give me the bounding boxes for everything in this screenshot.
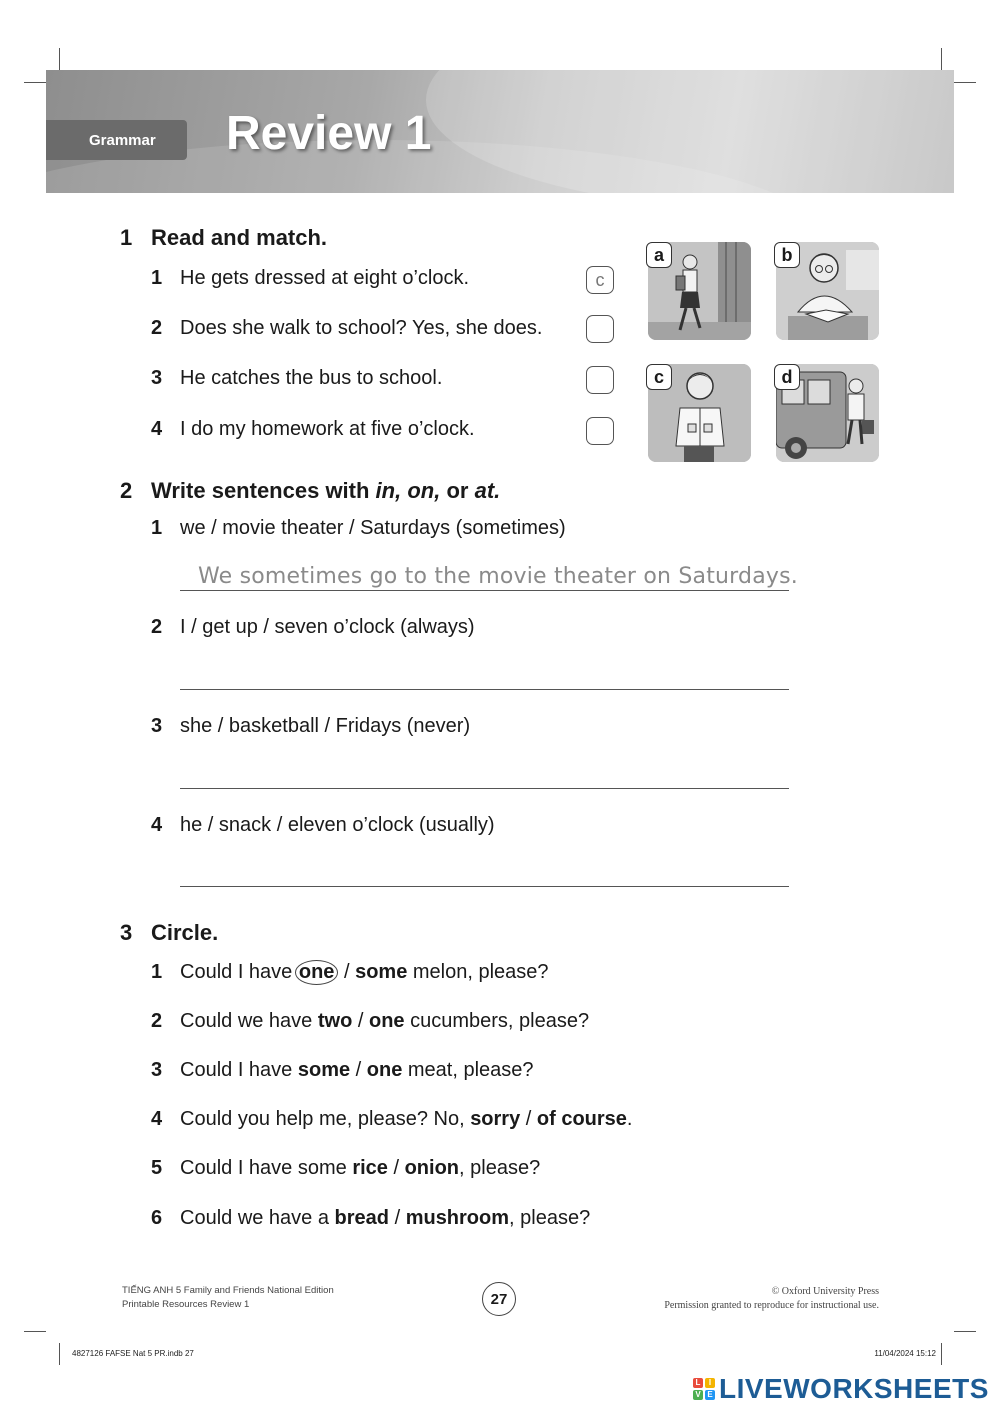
instruction-text: Write sentences with xyxy=(151,478,376,503)
item-number: 4 xyxy=(151,814,163,836)
option-separator: / xyxy=(387,1157,405,1179)
option-one[interactable]: two xyxy=(317,1010,353,1032)
logo-cube-letter: V xyxy=(693,1390,703,1400)
item-number: 1 xyxy=(151,267,163,289)
keyword-on: on, xyxy=(407,478,441,503)
exercise-number: 3 xyxy=(120,920,133,945)
item-number: 6 xyxy=(151,1207,163,1229)
option-separator: / xyxy=(520,1108,537,1130)
option-one[interactable]: rice xyxy=(352,1157,388,1179)
print-slug-file: 4827126 FAFSE Nat 5 PR.indb 27 xyxy=(72,1349,194,1358)
logo-cube-letter: E xyxy=(705,1390,715,1400)
item-text: I do my homework at five o’clock. xyxy=(180,418,475,440)
option-two[interactable]: some xyxy=(355,961,408,983)
sentence-end: , please? xyxy=(459,1157,541,1179)
item-number: 3 xyxy=(151,1059,163,1081)
sentence-start: Could we have a xyxy=(180,1207,335,1229)
circle-item xyxy=(151,1207,590,1230)
prompt-item xyxy=(151,814,495,837)
circle-item xyxy=(151,1010,589,1033)
picture-label: b xyxy=(774,242,800,268)
match-item xyxy=(151,418,475,441)
answer-box[interactable] xyxy=(586,366,614,394)
sentence-start: Could I have xyxy=(180,1059,298,1081)
sentence-end: melon, please? xyxy=(407,961,549,983)
logo-text: LIVEWORKSHEETS xyxy=(719,1373,989,1404)
option-one[interactable]: bread xyxy=(334,1207,390,1229)
page-number: 27 xyxy=(482,1282,516,1316)
prompt-item xyxy=(151,517,566,540)
option-two[interactable]: of course xyxy=(536,1108,627,1130)
exercise-instruction: Circle. xyxy=(151,920,219,945)
keyword-in: in, xyxy=(375,478,402,503)
sentence-start: Could I have xyxy=(180,961,298,983)
sentence-start: Could we have xyxy=(180,1010,318,1032)
crop-mark xyxy=(24,1331,46,1332)
footer-book-title: TIẾNG ANH 5 Family and Friends National Edition xyxy=(122,1285,334,1296)
exercise-instruction xyxy=(151,478,500,504)
sentence-end: meat, please? xyxy=(402,1059,534,1081)
item-number: 2 xyxy=(151,317,163,339)
section-tab: Grammar xyxy=(46,120,187,160)
footer-copyright xyxy=(664,1285,879,1313)
answer-box[interactable] xyxy=(586,315,614,343)
option-one[interactable]: some xyxy=(297,1059,351,1081)
picture-label: d xyxy=(774,364,800,390)
item-number: 5 xyxy=(151,1157,163,1179)
match-item xyxy=(151,317,542,340)
item-number: 4 xyxy=(151,418,163,440)
item-number: 1 xyxy=(151,961,163,983)
item-number: 3 xyxy=(151,715,163,737)
match-item xyxy=(151,367,442,390)
sample-answer: We sometimes go to the movie theater on Saturdays. xyxy=(198,564,798,589)
circle-item xyxy=(151,960,549,985)
liveworksheets-logo[interactable] xyxy=(693,1372,989,1406)
exercise-instruction: Read and match. xyxy=(151,225,328,250)
item-number: 1 xyxy=(151,517,163,539)
option-one[interactable]: sorry xyxy=(470,1108,521,1130)
print-slug-date: 11/04/2024 15:12 xyxy=(874,1349,936,1358)
item-text: He gets dressed at eight o’clock. xyxy=(180,267,470,289)
crop-mark xyxy=(954,1331,976,1332)
option-two[interactable]: mushroom xyxy=(405,1207,510,1229)
sentence-end: cucumbers, please? xyxy=(404,1010,590,1032)
crop-mark xyxy=(59,1343,60,1365)
copyright-text: © Oxford University Press xyxy=(771,1286,879,1297)
instruction-text: or xyxy=(440,478,475,503)
circle-item xyxy=(151,1108,632,1131)
prompt-item xyxy=(151,715,470,738)
permission-text: Permission granted to reproduce for instructional use. xyxy=(664,1300,879,1311)
option-two[interactable]: onion xyxy=(404,1157,460,1179)
prompt-text: she / basketball / Fridays (never) xyxy=(180,715,471,737)
prompt-text: he / snack / eleven o’clock (usually) xyxy=(180,814,495,836)
prompt-text: I / get up / seven o’clock (always) xyxy=(180,616,475,638)
keyword-at: at. xyxy=(474,478,501,503)
option-two[interactable]: one xyxy=(368,1010,405,1032)
circle-item xyxy=(151,1059,534,1082)
picture-label: a xyxy=(646,242,672,268)
prompt-item xyxy=(151,616,475,639)
option-one-circled[interactable]: one xyxy=(295,960,339,985)
option-separator: / xyxy=(352,1010,369,1032)
footer-credits xyxy=(122,1284,334,1312)
crop-mark xyxy=(954,82,976,83)
answer-line[interactable] xyxy=(180,788,789,789)
item-number: 2 xyxy=(151,1010,163,1032)
logo-cube-letter: I xyxy=(705,1378,715,1388)
match-item xyxy=(151,267,469,290)
answer-line[interactable] xyxy=(180,590,789,591)
item-number: 2 xyxy=(151,616,163,638)
answer-box[interactable]: c xyxy=(586,266,614,294)
logo-cube-letter: L xyxy=(693,1378,703,1388)
circle-item xyxy=(151,1157,540,1180)
prompt-text: we / movie theater / Saturdays (sometimes) xyxy=(180,517,566,539)
option-separator: / xyxy=(350,1059,367,1081)
crop-mark xyxy=(941,1343,942,1365)
exercise-number: 1 xyxy=(120,225,133,250)
crop-mark xyxy=(59,48,60,70)
option-separator: / xyxy=(389,1207,406,1229)
item-number: 3 xyxy=(151,367,163,389)
sentence-end: , please? xyxy=(509,1207,591,1229)
logo-cube-icon xyxy=(693,1378,715,1400)
exercise-number: 2 xyxy=(120,478,133,503)
crop-mark xyxy=(24,82,46,83)
sentence-start: Could I have some xyxy=(180,1157,353,1179)
option-separator: / xyxy=(338,961,356,983)
item-text: Does she walk to school? Yes, she does. xyxy=(180,317,543,339)
answer-line[interactable] xyxy=(180,886,789,887)
picture-label: c xyxy=(646,364,672,390)
sentence-start: Could you help me, please? No, xyxy=(180,1108,471,1130)
item-text: He catches the bus to school. xyxy=(180,367,443,389)
answer-line[interactable] xyxy=(180,689,789,690)
crop-mark xyxy=(941,48,942,70)
footer-resource: Printable Resources Review 1 xyxy=(122,1299,250,1310)
answer-box[interactable] xyxy=(586,417,614,445)
item-number: 4 xyxy=(151,1108,163,1130)
sentence-end: . xyxy=(626,1108,633,1130)
option-two[interactable]: one xyxy=(366,1059,403,1081)
page-title: Review 1 xyxy=(226,107,432,160)
